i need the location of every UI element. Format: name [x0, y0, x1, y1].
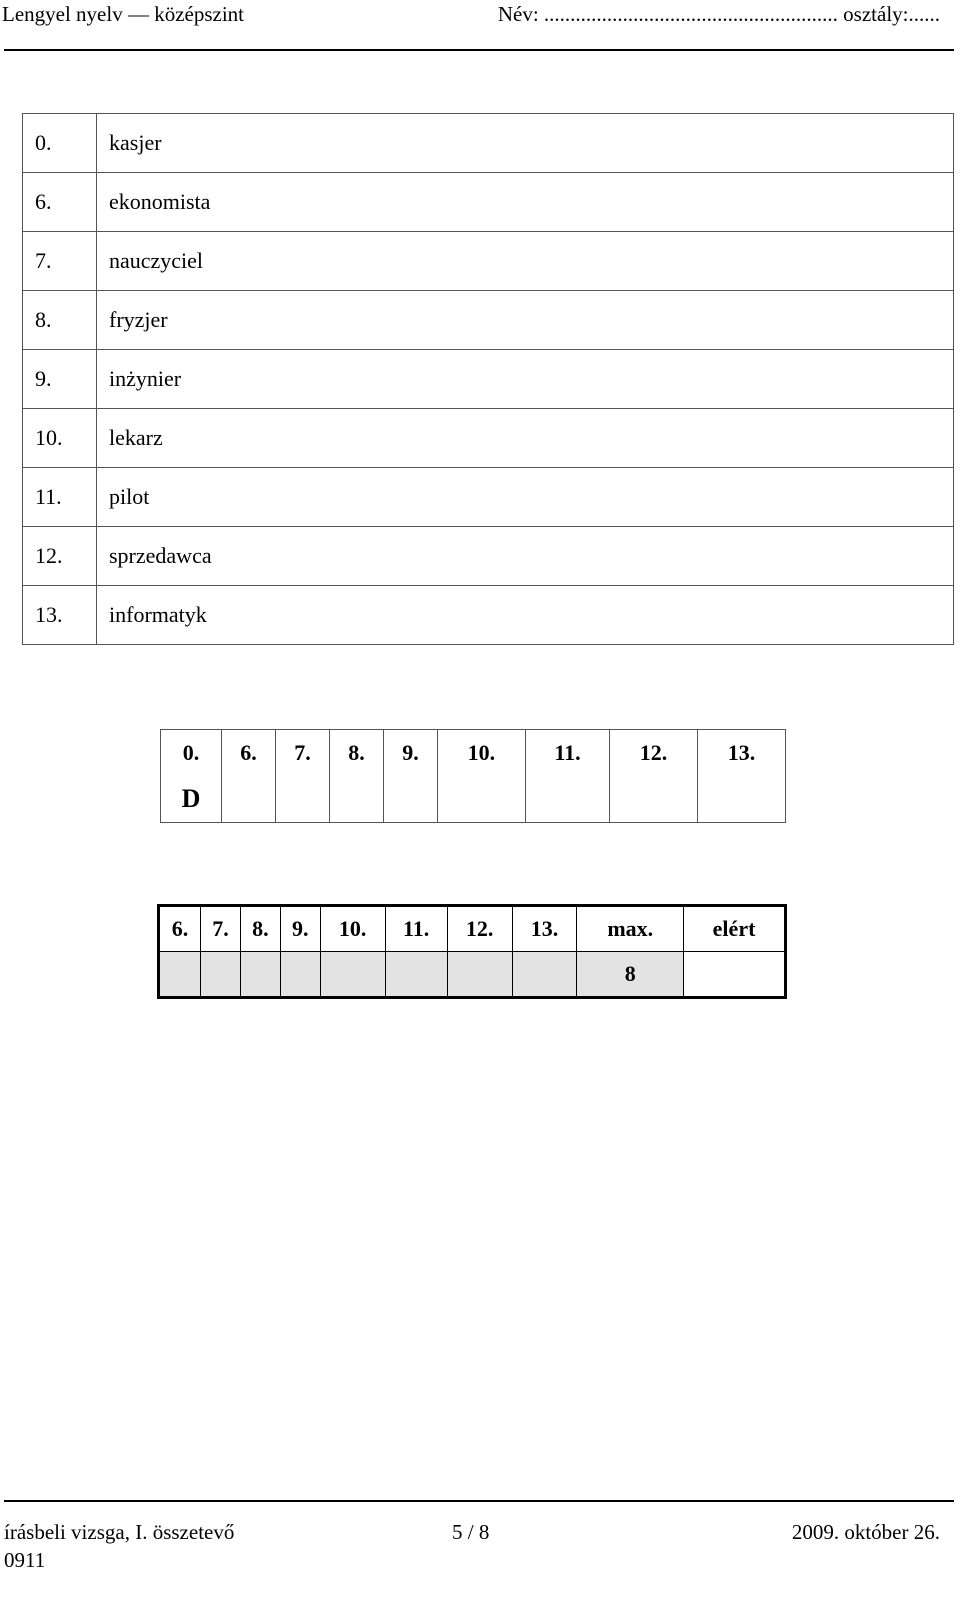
score-value-cell [280, 952, 320, 998]
word-number: 12. [23, 527, 97, 586]
score-grid-header-row [159, 906, 786, 952]
word-number: 8. [23, 291, 97, 350]
word-list-row [23, 527, 954, 586]
score-value-cell [159, 952, 201, 998]
word-text: informatyk [97, 586, 954, 645]
exam-part-label: írásbeli vizsga, I. összetevő [4, 1520, 235, 1544]
exam-code: 0911 [4, 1548, 46, 1572]
word-list-row [23, 232, 954, 291]
score-value-cell: 8 [577, 952, 684, 998]
word-text: nauczyciel [97, 232, 954, 291]
word-number: 7. [23, 232, 97, 291]
exam-date: 2009. október 26. [791, 1520, 940, 1544]
word-number: 0. [23, 114, 97, 173]
word-text: fryzjer [97, 291, 954, 350]
score-value-cell [320, 952, 385, 998]
answer-grid-header-cell: 6. [222, 730, 276, 777]
answer-cell[interactable] [383, 776, 437, 823]
score-grid-header-cell: 7. [201, 906, 241, 952]
answer-grid-answer-row [161, 776, 786, 823]
word-text: pilot [97, 468, 954, 527]
score-value-cell [512, 952, 577, 998]
answer-grid-header-cell: 13. [698, 730, 786, 777]
answer-cell[interactable] [222, 776, 276, 823]
score-grid-header-cell: 13. [512, 906, 577, 952]
answer-grid-header-row [161, 730, 786, 777]
word-text: sprzedawca [97, 527, 954, 586]
word-text: ekonomista [97, 173, 954, 232]
score-value-cell [240, 952, 280, 998]
word-text: lekarz [97, 409, 954, 468]
name-class-field: Név: ........................................................ osztály:...... [497, 2, 940, 26]
word-number: 9. [23, 350, 97, 409]
word-number: 6. [23, 173, 97, 232]
answer-cell[interactable] [437, 776, 525, 823]
score-grid-header-cell: 8. [240, 906, 280, 952]
word-list-row [23, 114, 954, 173]
word-list-row [23, 468, 954, 527]
score-grid-header-cell: 9. [280, 906, 320, 952]
score-value-cell [201, 952, 241, 998]
word-text: kasjer [97, 114, 954, 173]
answer-cell: D [161, 776, 222, 823]
subject-title: Lengyel nyelv — középszint [2, 2, 245, 26]
score-grid-header-cell: max. [577, 906, 684, 952]
footer-divider [4, 1500, 954, 1502]
score-grid [157, 904, 787, 999]
word-list-row [23, 409, 954, 468]
score-value-cell [447, 952, 512, 998]
answer-cell[interactable] [276, 776, 330, 823]
word-text: inżynier [97, 350, 954, 409]
score-value-cell [385, 952, 447, 998]
answer-grid-header-cell: 8. [329, 730, 383, 777]
word-list-row [23, 350, 954, 409]
word-list-row [23, 173, 954, 232]
score-grid-header-cell: 10. [320, 906, 385, 952]
score-value-cell [684, 952, 786, 998]
answer-cell[interactable] [329, 776, 383, 823]
answer-grid-header-cell: 0. [161, 730, 222, 777]
page-header [0, 0, 960, 40]
answer-grid-header-cell: 10. [437, 730, 525, 777]
word-number: 11. [23, 468, 97, 527]
word-number: 10. [23, 409, 97, 468]
answer-cell[interactable] [610, 776, 698, 823]
score-grid-header-cell: 12. [447, 906, 512, 952]
answer-grid-header-cell: 11. [525, 730, 609, 777]
answer-grid-header-cell: 12. [610, 730, 698, 777]
word-list-row [23, 586, 954, 645]
header-divider [4, 49, 954, 51]
score-grid-header-cell: 6. [159, 906, 201, 952]
word-list-row [23, 291, 954, 350]
answer-grid-header-cell: 7. [276, 730, 330, 777]
answer-grid-header-cell: 9. [383, 730, 437, 777]
score-grid-header-cell: 11. [385, 906, 447, 952]
word-list-table [22, 113, 954, 645]
answer-grid [160, 729, 786, 823]
score-grid-header-cell: elért [684, 906, 786, 952]
answer-cell[interactable] [698, 776, 786, 823]
word-number: 13. [23, 586, 97, 645]
score-grid-value-row [159, 952, 786, 998]
answer-cell[interactable] [525, 776, 609, 823]
page-number: 5 / 8 [452, 1520, 490, 1544]
